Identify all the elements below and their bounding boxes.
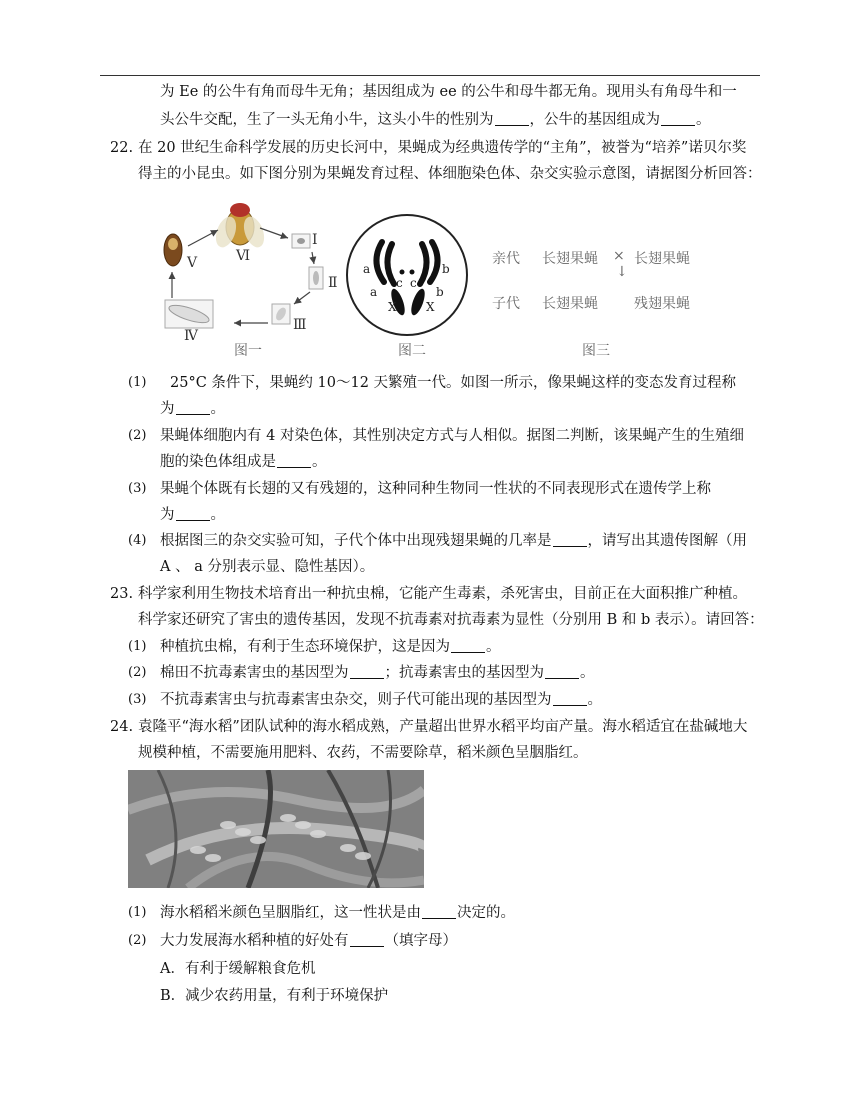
q24-2-number: (2) [128,933,147,948]
option-a[interactable]: A．有利于缓解粮食危机 [160,961,316,977]
answer-blank[interactable] [422,904,456,919]
figure3-caption: 图三 [582,343,610,359]
q24-1-text: 海水稻稻米颜色呈胭脂红，这一性状是由 [160,905,421,921]
q22-2-end: 。 [312,454,327,470]
q23-1-number: (1) [128,639,147,654]
q22-3-text: 为 [160,507,175,523]
q23-3-line [160,690,602,710]
answer-blank[interactable] [350,664,384,679]
q22-1-text: 为 [160,401,175,417]
stage-label: Ⅰ [312,232,318,248]
q23-3-text: 不抗毒素害虫与抗毒素害虫杂交，则子代可能出现的基因型为 [160,692,552,708]
q22-1-line-1: 25°C 条件下，果蝇约 10～12 天繁殖一代。如图一所示，像果蝇这样的变态发育过程称 [170,375,737,391]
q22-2-text: 胞的染色体组成是 [160,454,276,470]
adult-fly-icon [212,203,268,250]
gene-label: b [442,262,450,276]
child-left: 长翅果蝇 [542,296,598,312]
q22-4-text-b: ，请写出其遗传图解（用 [587,533,747,549]
stage-label: Ⅴ [187,255,198,271]
q21-text-b: ，公牛的基因组成为 [529,112,660,128]
q23-2-text-b: ；抗毒素害虫的基因型为 [384,665,544,681]
child-label: 子代 [492,296,520,312]
q23-3-number: (3) [128,692,147,707]
q23-2-number: (2) [128,665,147,680]
answer-blank[interactable] [277,453,311,468]
q23-1-text: 种植抗虫棉，有利于生态环境保护，这是因为 [160,639,450,655]
q22-4-text: 根据图三的杂交实验可知，子代个体中出现残翅果蝇的几率是 [160,533,552,549]
q24-line-1: 袁隆平“海水稻”团队试种的海水稻成熟，产量超出世界水稻平均亩产量。海水稻适宜在盐碱地大 [138,719,748,735]
answer-blank[interactable] [553,691,587,706]
q24-1-number: (1) [128,905,147,920]
rice-photo [128,770,424,888]
q23-line-1: 科学家利用生物技术培育出一种抗虫棉，它能产生毒素，杀死害虫，目前正在大面积推广种植。 [138,586,747,602]
q22-number: 22. [110,140,134,156]
figure-group [160,200,720,365]
q23-3-end: 。 [587,692,602,708]
parent-left: 长翅果蝇 [542,251,598,267]
answer-blank[interactable] [545,664,579,679]
down-arrow-icon: ↓ [616,264,628,280]
chromosome-x-label: X [426,300,435,314]
q23-1-end: 。 [486,639,501,655]
q23-2-line [160,663,595,683]
chromosome-x-label: X [388,300,397,314]
q21-line-1: 为 Ee 的公牛有角而母牛无角；基因组成为 ee 的公牛和母牛都无角。现用头有角母牛和一 [160,84,737,100]
header-rule [100,75,760,76]
q24-number: 24. [110,719,134,735]
q24-2-text: 大力发展海水稻种植的好处有 [160,933,349,949]
stage-label: Ⅱ [328,275,338,291]
q22-1-line-2 [160,399,225,419]
q23-2-end: 。 [580,665,595,681]
answer-blank[interactable] [661,111,695,126]
q22-3-number: (3) [128,481,147,496]
q22-2-line-2 [160,452,327,472]
q23-number: 23. [110,586,134,602]
q22-4-line-2: A 、 a 分别表示显、隐性基因）。 [160,559,375,575]
cross-sign: × [613,248,625,264]
q22-4-line-1 [160,531,747,551]
child-right: 残翅果蝇 [634,296,690,312]
answer-blank[interactable] [176,506,210,521]
figure1-caption: 图一 [234,343,262,359]
q22-3-line-2 [160,505,225,525]
answer-blank[interactable] [176,400,210,415]
q21-text-c: 。 [696,112,711,128]
q23-line-2: 科学家还研究了害虫的遗传基因，发现不抗毒素对抗毒素为显性（分别用 B 和 b 表示）。请回答： [138,612,764,628]
q22-1-end: 。 [210,401,225,417]
stage-label: Ⅵ [236,248,251,264]
gene-label: c [410,276,417,290]
q24-2-end: （填字母） [384,933,457,949]
q22-2-number: (2) [128,428,147,443]
figure2-caption: 图二 [398,343,426,359]
q24-1-line [160,903,515,923]
option-b[interactable]: B．减少农药用量，有利于环境保护 [160,988,389,1004]
q22-line-1: 在 20 世纪生命科学发展的历史长河中，果蝇成为经典遗传学的“主角”，被誉为“培养”诺贝尔奖 [138,140,747,156]
answer-blank[interactable] [451,638,485,653]
parent-right: 长翅果蝇 [634,251,690,267]
gene-label: a [363,262,371,276]
q24-2-line [160,931,457,951]
q23-2-text: 棉田不抗毒素害虫的基因型为 [160,665,349,681]
answer-blank[interactable] [495,111,529,126]
q22-3-end: 。 [210,507,225,523]
rice-grains-icon [128,770,424,888]
q24-1-end: 决定的。 [457,905,515,921]
q21-line-2 [160,110,711,130]
answer-blank[interactable] [553,532,587,547]
answer-blank[interactable] [350,932,384,947]
q22-2-line-1: 果蝇体细胞内有 4 对染色体，其性别决定方式与人相似。据图二判断，该果蝇产生的生殖细 [160,428,744,444]
q23-1-line [160,637,501,657]
gene-label: b [436,285,444,299]
gene-label: c [396,276,403,290]
gene-label: a [370,285,378,299]
stage-label: Ⅲ [293,317,307,333]
q24-line-2: 规模种植，不需要施用肥料、农药，不需要除草，稻米颜色呈胭脂红。 [138,745,588,761]
stage-label: Ⅳ [184,328,198,344]
q21-text-a: 头公牛交配，生了一头无角小牛，这头小牛的性别为 [160,112,494,128]
q22-1-number: (1) [128,375,147,390]
q22-line-2: 得主的小昆虫。如下图分别为果蝇发育过程、体细胞染色体、杂交实验示意图，请据图分析回答： [138,166,762,182]
q22-4-number: (4) [128,533,147,548]
q22-3-line-1: 果蝇个体既有长翅的又有残翅的，这种同种生物同一性状的不同表现形式在遗传学上称 [160,481,711,497]
parent-label: 亲代 [492,251,520,267]
